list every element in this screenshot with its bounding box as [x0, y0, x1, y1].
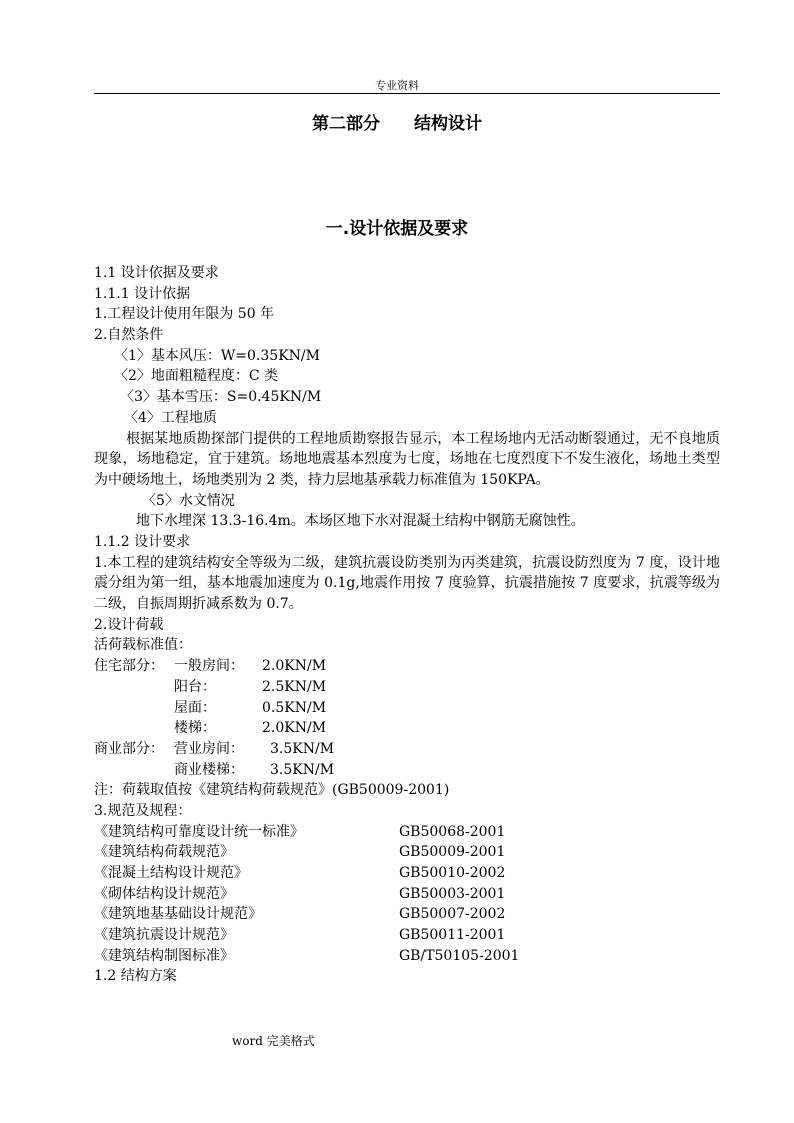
- ground-roughness: 〈2〉地面粗糙程度：C 类: [114, 368, 279, 385]
- load-group: [94, 677, 174, 698]
- hydrology-heading: 〈5〉水文情况: [142, 492, 235, 509]
- header-divider: [94, 93, 720, 94]
- document-body: [94, 263, 720, 987]
- load-value: 2.0KN/M: [262, 720, 327, 737]
- load-item: 阳台：: [174, 678, 216, 695]
- load-note: 注：荷载取值按《建筑结构荷载规范》(GB50009-2001): [94, 782, 450, 799]
- code-name: 《建筑地基基础设计规范》: [94, 906, 262, 923]
- code-row: [94, 842, 720, 863]
- code-number: GB50007-2002: [399, 906, 506, 923]
- code-row: [94, 863, 720, 884]
- load-value: 0.5KN/M: [262, 699, 327, 716]
- code-name: 《建筑结构荷载规范》: [94, 844, 234, 861]
- design-loads-heading: 2.设计荷载: [94, 616, 164, 633]
- code-number: GB50010-2002: [399, 865, 506, 882]
- code-name: 《建筑结构制图标准》: [94, 947, 234, 964]
- code-number: GB50003-2001: [399, 885, 506, 902]
- code-name: 《混凝土结构设计规范》: [94, 865, 248, 882]
- code-row: [94, 946, 720, 967]
- requirements-paragraph: 1.本工程的建筑结构安全等级为二级，建筑抗震设防类别为丙类建筑，抗震设防烈度为 7 度，设计地震分组为第一组，基本地震加速度为 0.1g,地震作用按 7 度验算，抗震措施按 7 度要求，抗震等级为二级，自振周期折减系数为 0.7。: [94, 554, 720, 613]
- load-group: 住宅部分：: [94, 658, 164, 675]
- code-number: GB50068-2001: [399, 823, 506, 840]
- load-table: [94, 656, 720, 780]
- part-title: 第二部分 结构设计: [312, 114, 482, 134]
- design-life: 1.工程设计使用年限为 50 年: [94, 306, 275, 323]
- load-row: [94, 739, 720, 760]
- code-row: [94, 925, 720, 946]
- code-number: GB50011-2001: [399, 927, 506, 944]
- code-name: 《建筑抗震设计规范》: [94, 927, 234, 944]
- code-number: GB50009-2001: [399, 844, 506, 861]
- code-row: [94, 884, 720, 905]
- load-row: [94, 656, 720, 677]
- load-item: 商业楼梯：: [174, 761, 244, 778]
- load-row: [94, 760, 720, 781]
- section-title: 一.设计依据及要求: [325, 219, 469, 239]
- load-row: [94, 718, 720, 739]
- natural-conditions: 2.自然条件: [94, 327, 164, 344]
- code-number: GB/T50105-2001: [399, 947, 520, 964]
- heading-1-1: 1.1 设计依据及要求: [94, 265, 219, 281]
- load-value: 2.0KN/M: [262, 658, 327, 675]
- geology-heading: 〈4〉工程地质: [124, 409, 217, 426]
- wind-pressure: 〈1〉基本风压：W=0.35KN/M: [114, 347, 320, 364]
- load-item: 屋面：: [174, 699, 216, 716]
- heading-1-2: 1.2 结构方案: [94, 968, 177, 985]
- code-name: 《建筑结构可靠度设计统一标准》: [94, 823, 304, 840]
- load-group: 商业部分：: [94, 740, 164, 757]
- live-load-heading: 活荷载标准值：: [94, 637, 192, 654]
- heading-1-1-2: 1.1.2 设计要求: [94, 533, 191, 550]
- load-value: 3.5KN/M: [270, 761, 335, 778]
- codes-list: [94, 822, 720, 967]
- code-row: [94, 822, 720, 843]
- hydrology-paragraph: 地下水埋深 13.3-16.4m。本场区地下水对混凝土结构中钢筋无腐蚀性。: [136, 513, 585, 530]
- load-group: [94, 760, 174, 781]
- load-group: [94, 718, 174, 739]
- snow-pressure: 〈3〉基本雪压：S=0.45KN/M: [120, 389, 322, 406]
- codes-heading: 3.规范及规程：: [94, 802, 192, 819]
- load-row: [94, 677, 720, 698]
- load-group: [94, 698, 174, 719]
- code-name: 《砌体结构设计规范》: [94, 885, 234, 902]
- heading-1-1-1: 1.1.1 设计依据: [94, 285, 191, 302]
- load-item: 楼梯：: [174, 720, 216, 737]
- load-value: 3.5KN/M: [270, 740, 335, 757]
- load-row: [94, 698, 720, 719]
- code-row: [94, 904, 720, 925]
- load-item: 一般房间：: [174, 658, 244, 675]
- geology-paragraph: 根据某地质勘探部门提供的工程地质勘察报告显示，本工程场地内无活动断裂通过，无不良地质现象，场地稳定，宜于建筑。场地地震基本烈度为七度，场地在七度烈度下不发生液化，场地土类型为中硬场地土，场地类别为 2 类，持力层地基承载力标准值为 150KPA。: [94, 430, 720, 488]
- page-footer: word 完美格式: [232, 1034, 315, 1048]
- page-header: 专业资料: [375, 79, 419, 92]
- load-value: 2.5KN/M: [262, 678, 327, 695]
- load-item: 营业房间：: [174, 740, 244, 757]
